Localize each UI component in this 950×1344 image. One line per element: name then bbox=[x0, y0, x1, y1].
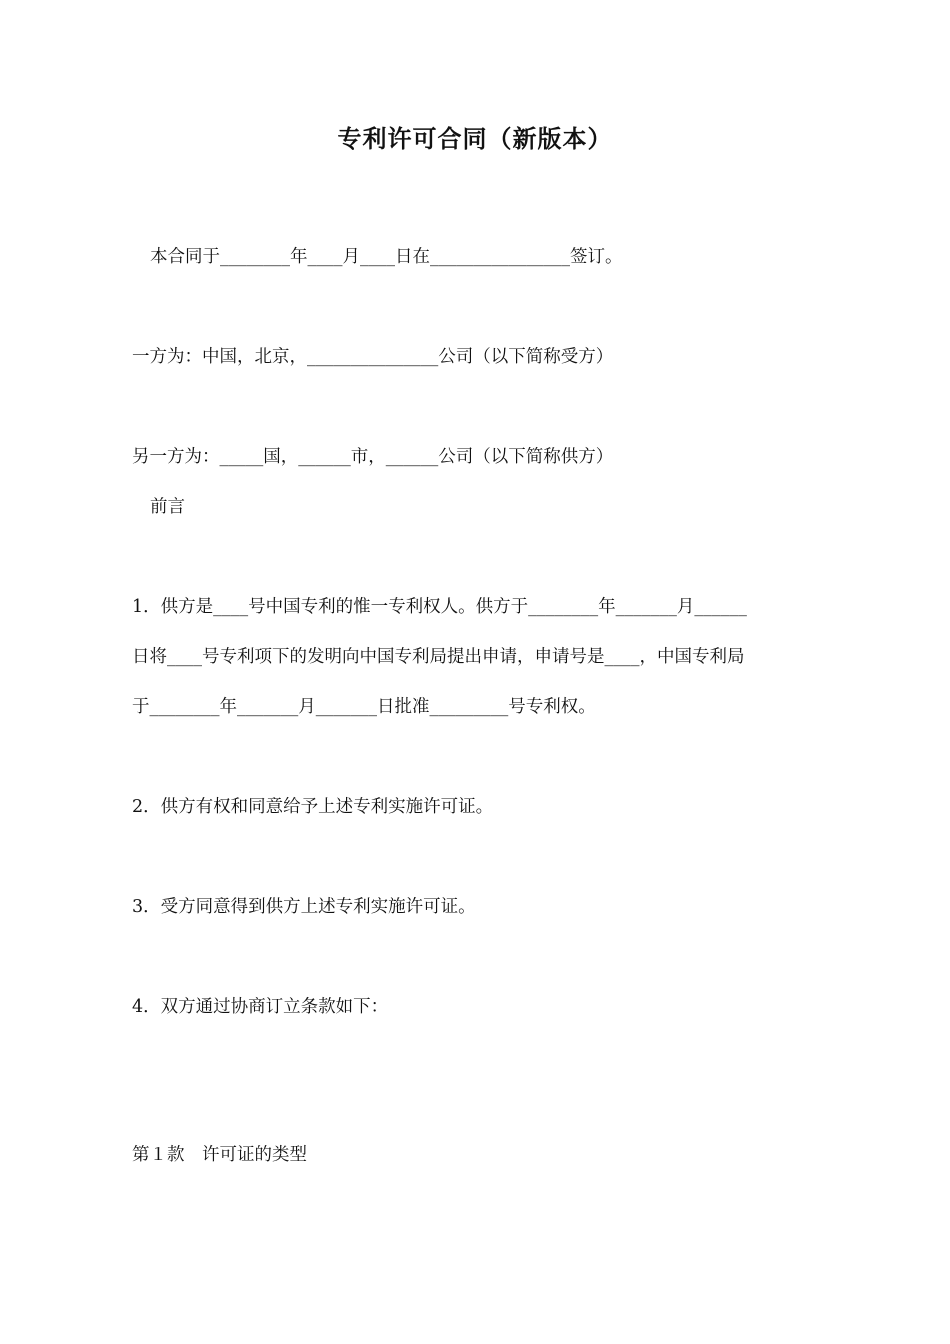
preface-heading: 前言 bbox=[150, 497, 185, 517]
clause-1-line-1: 1．供方是____号中国专利的惟一专利权人。供方于________年_______月______ bbox=[132, 597, 747, 617]
clause-4: 4．双方通过协商订立条款如下： bbox=[132, 997, 389, 1017]
clause-3: 3．受方同意得到供方上述专利实施许可证。 bbox=[132, 897, 476, 917]
document-title: 专利许可合同（新版本） bbox=[337, 125, 613, 153]
contract-intro: 本合同于________年____月____日在________________签订。 bbox=[150, 247, 623, 267]
party-a-line: 一方为：中国，北京，_______________公司（以下简称受方） bbox=[132, 347, 614, 367]
party-b-line: 另一方为：_____国，______市，______公司（以下简称供方） bbox=[132, 447, 614, 467]
clause-1-line-3: 于________年_______月_______日批准_________号专利权。 bbox=[132, 697, 596, 717]
clause-1-line-2: 日将____号专利项下的发明向中国专利局提出申请，申请号是____，中国专利局 bbox=[132, 647, 745, 667]
article-1-heading: 第１款 许可证的类型 bbox=[132, 1145, 307, 1165]
clause-2: 2．供方有权和同意给予上述专利实施许可证。 bbox=[132, 797, 494, 817]
